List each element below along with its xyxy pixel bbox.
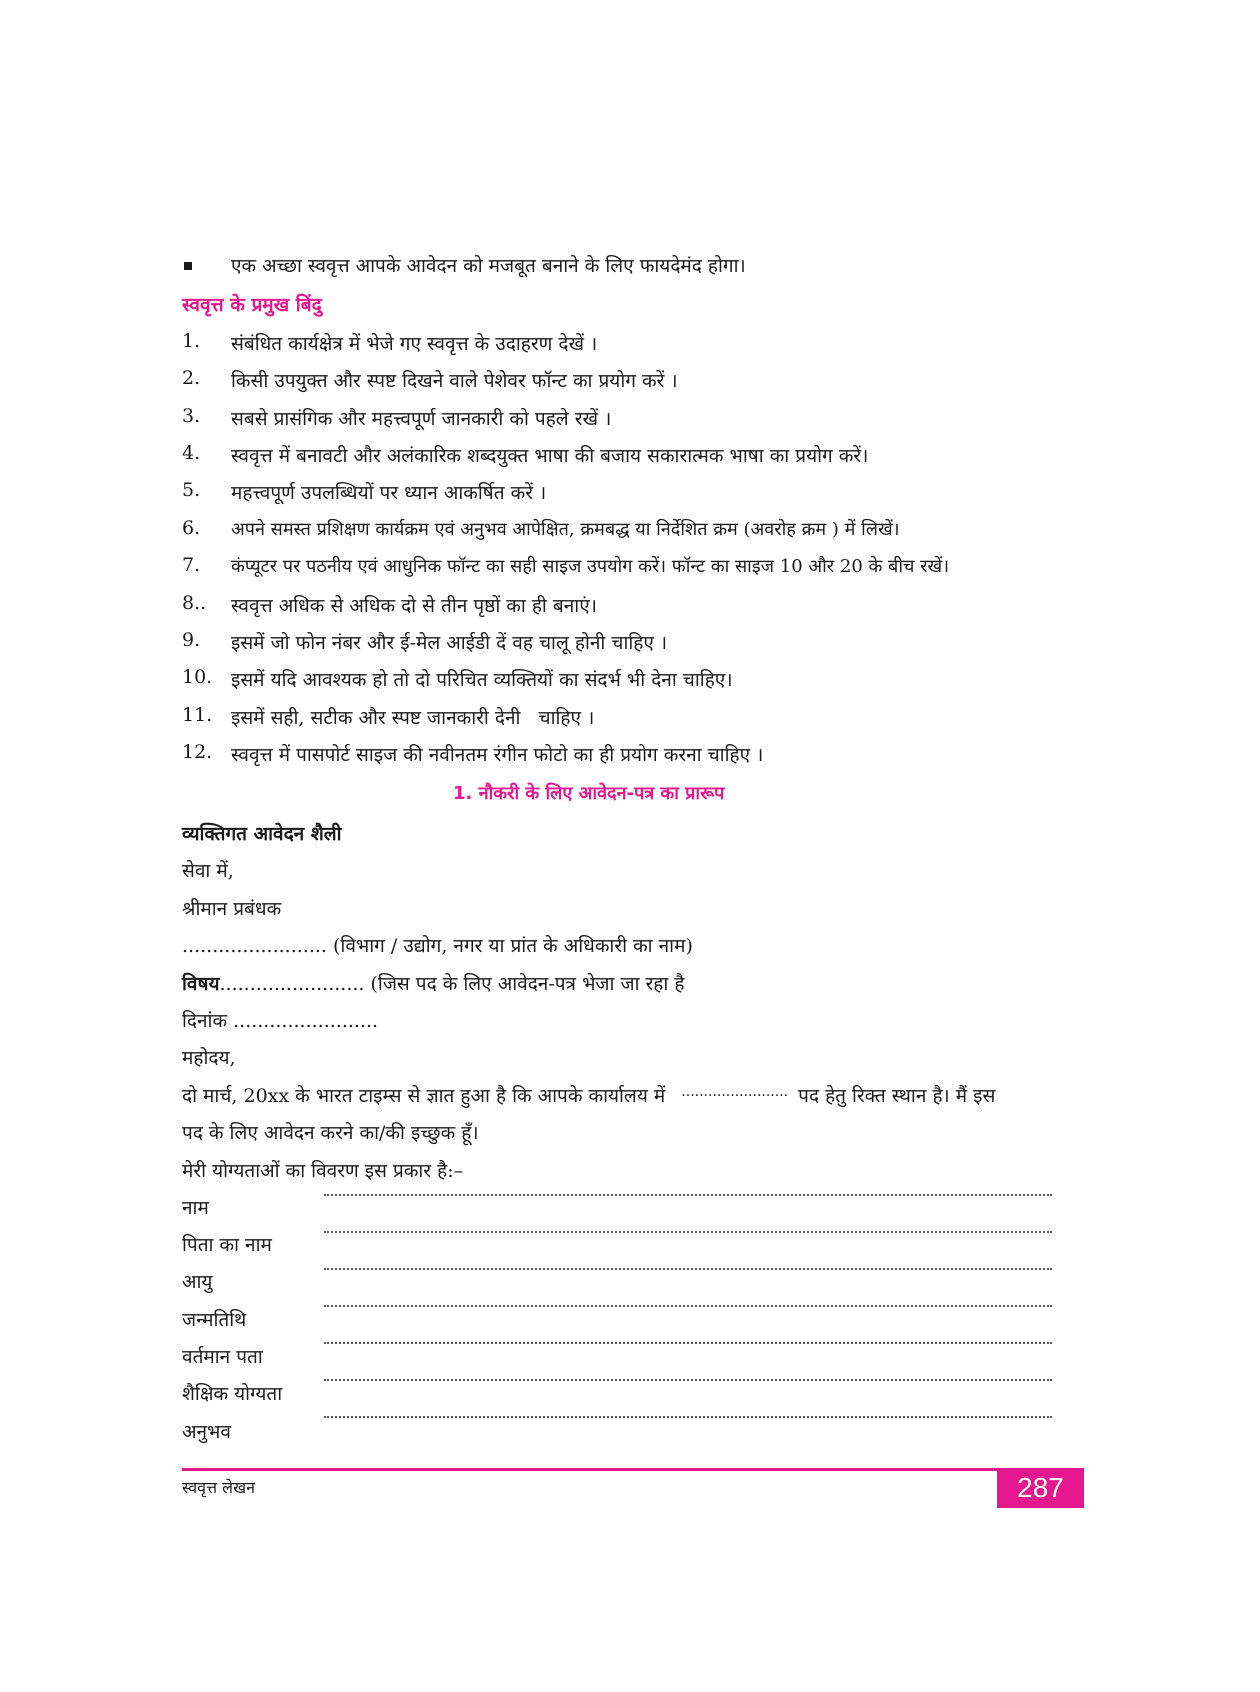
- body-part2: पद हेतु रिक्त स्थान है। मैं इस: [798, 1085, 996, 1107]
- body-blank: ........................: [681, 1084, 789, 1100]
- list-item-number: 1.: [182, 330, 201, 352]
- field-label-experience: अनुभव: [182, 1421, 231, 1443]
- points-heading: स्ववृत्त के प्रमुख बिंदु: [182, 294, 322, 316]
- department-blank: ........................: [182, 935, 327, 957]
- field-label-address: वर्तमान पता: [182, 1346, 263, 1368]
- list-item-text: अपने समस्त प्रशिक्षण कार्यक्रम एवं अनुभव आपेक्षित, क्रमबद्ध या निर्देशित क्रम (अवरोह क्रम ) में लिखें।: [231, 519, 900, 540]
- list-item-number: 6.: [182, 517, 201, 539]
- field-label-age: आयु: [182, 1271, 213, 1293]
- letter-department-line: [182, 932, 693, 958]
- subject-note: (जिस पद के लिए आवेदन-पत्र भेजा जा रहा है: [364, 973, 685, 995]
- list-item-number: 4.: [182, 442, 201, 464]
- list-item-text: कंप्यूटर पर पठनीय एवं आधुनिक फॉन्ट का सही साइज उपयोग करें। फॉन्ट का साइज 10 और 20 के बीच रखें।: [231, 556, 950, 577]
- letter-style-heading: व्यक्तिगत आवेदन शैली: [182, 823, 342, 845]
- list-item-text: इसमें जो फोन नंबर और ई-मेल आईडी दें वह चालू होनी चाहिए ।: [231, 632, 668, 654]
- list-item-text: स्ववृत्त में पासपोर्ट साइज की नवीनतम रंगीन फोटो का ही प्रयोग करना चाहिए ।: [231, 744, 764, 766]
- list-item-number: 3.: [182, 405, 201, 427]
- letter-to: सेवा में,: [182, 860, 234, 882]
- letter-body-line1: [182, 1082, 995, 1108]
- list-item-number: 12.: [182, 741, 213, 763]
- list-item-number: 11.: [182, 704, 213, 726]
- field-blank-line: [324, 1342, 1052, 1344]
- list-item-text: सबसे प्रासंगिक और महत्त्वपूर्ण जानकारी को पहले रखें ।: [231, 408, 612, 430]
- subject-blank: ........................: [219, 973, 365, 995]
- date-blank: ........................: [233, 1010, 379, 1032]
- field-blank-line: [324, 1305, 1052, 1307]
- bullet-square-icon: [184, 262, 192, 270]
- list-item-text: संबंधित कार्यक्षेत्र में भेजे गए स्ववृत्त के उदाहरण देखें ।: [231, 333, 598, 355]
- list-item-number: 9.: [182, 629, 201, 651]
- page-number: 287: [997, 1468, 1084, 1508]
- field-blank-line: [324, 1416, 1052, 1418]
- field-label-father-name: पिता का नाम: [182, 1234, 272, 1256]
- list-item-number: 5.: [182, 479, 201, 501]
- field-blank-line: [324, 1194, 1052, 1196]
- list-item-text: स्ववृत्त में बनावटी और अलंकारिक शब्दयुक्त भाषा की बजाय सकारात्मक भाषा का प्रयोग करें।: [231, 445, 869, 467]
- field-blank-line: [324, 1268, 1052, 1270]
- letter-date-line: [182, 1007, 378, 1033]
- subject-label: विषय: [182, 973, 220, 995]
- field-blank-line: [324, 1231, 1052, 1233]
- list-item-number: 8..: [182, 592, 207, 614]
- list-item-text: स्ववृत्त अधिक से अधिक दो से तीन पृष्ठों का ही बनाएं।: [231, 595, 597, 617]
- letter-salutation: महोदय,: [182, 1047, 236, 1069]
- list-item-text: इसमें यदि आवश्यक हो तो दो परिचित व्यक्तियों का संदर्भ भी देना चाहिए।: [231, 669, 733, 691]
- section-title: 1. नौकरी के लिए आवेदन-पत्र का प्रारूप: [453, 783, 725, 804]
- letter-addressee: श्रीमान प्रबंधक: [182, 898, 282, 920]
- field-label-education: शैक्षिक योग्यता: [182, 1383, 283, 1405]
- footer-rule: [182, 1468, 1084, 1471]
- list-item-number: 2.: [182, 367, 201, 389]
- bullet-note: एक अच्छा स्ववृत्त आपके आवेदन को मजबूत बनाने के लिए फायदेमंद होगा।: [231, 255, 746, 277]
- list-item-number: 10.: [182, 666, 213, 688]
- list-item-number: 7.: [182, 554, 201, 576]
- list-item-text: इसमें सही, सटीक और स्पष्ट जानकारी देनी चाहिए ।: [231, 707, 595, 729]
- footer-chapter-title: स्ववृत्त लेखन: [182, 1478, 255, 1497]
- body-part1: दो मार्च, 20xx के भारत टाइम्स से ज्ञात हुआ है कि आपके कार्यालय में: [182, 1085, 666, 1107]
- department-note: (विभाग / उद्योग, नगर या प्रांत के अधिकारी का नाम): [326, 935, 693, 957]
- field-blank-line: [324, 1379, 1052, 1381]
- qualification-intro: मेरी योग्यताओं का विवरण इस प्रकार है:–: [182, 1160, 464, 1182]
- field-label-dob: जन्मतिथि: [182, 1309, 247, 1331]
- letter-subject-line: [182, 970, 684, 996]
- list-item-text: किसी उपयुक्त और स्पष्ट दिखने वाले पेशेवर फॉन्ट का प्रयोग करें ।: [231, 370, 678, 392]
- letter-body-line2: पद के लिए आवेदन करने का/की इच्छुक हूँ।: [182, 1122, 479, 1144]
- list-item-text: महत्त्वपूर्ण उपलब्धियों पर ध्यान आकर्षित करें ।: [231, 482, 547, 504]
- field-label-name: नाम: [182, 1197, 209, 1219]
- date-label: दिनांक: [182, 1010, 234, 1032]
